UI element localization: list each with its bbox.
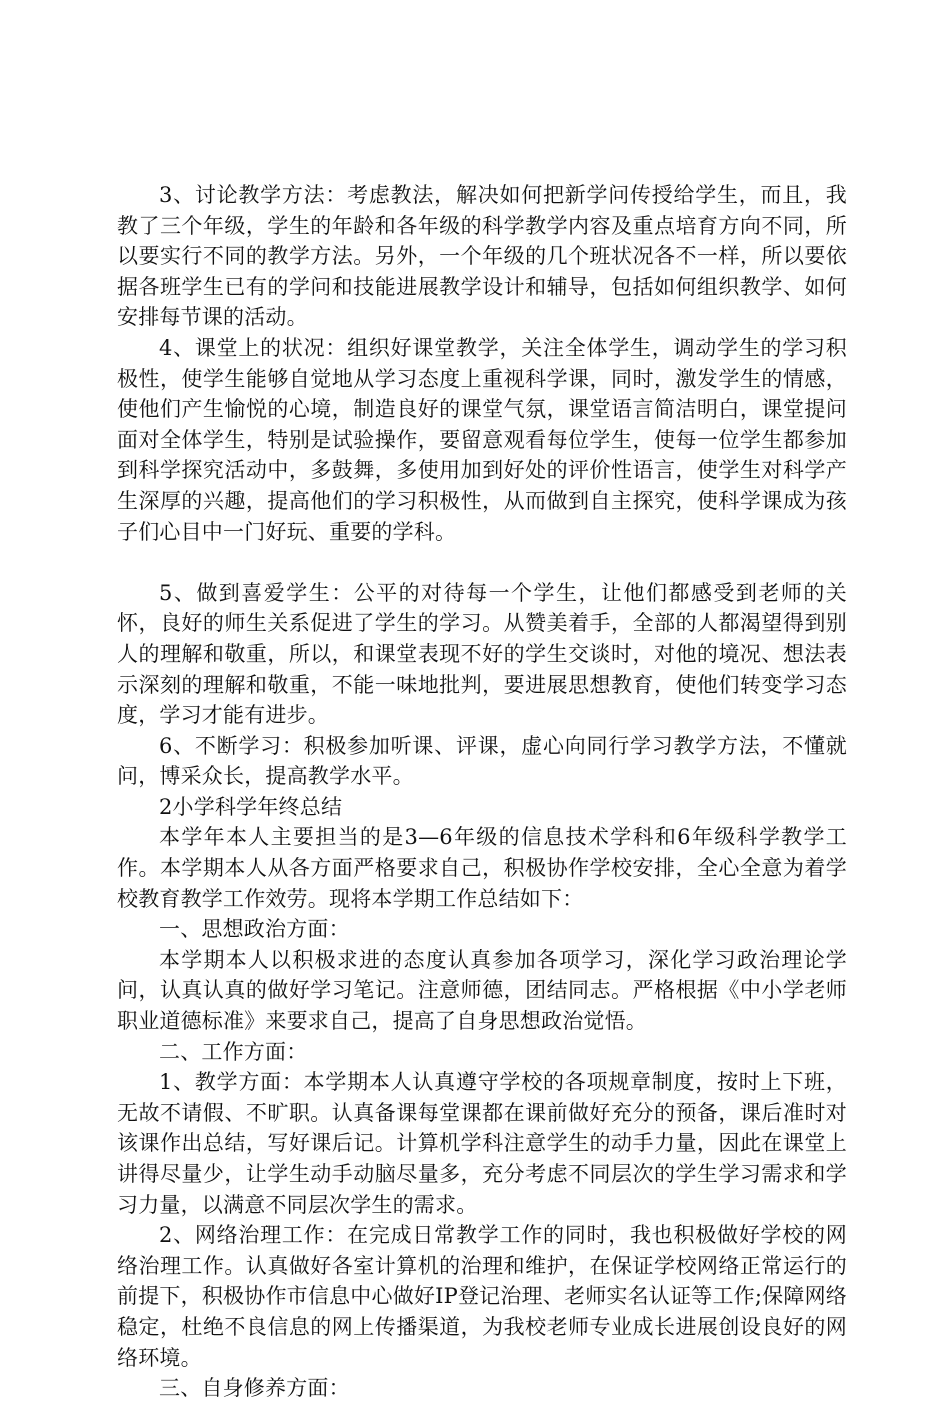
document-body bbox=[117, 180, 847, 1404]
blank-line bbox=[117, 547, 847, 578]
paragraph-continuous-learning: 6、不断学习：积极参加听课、评课，虚心向同行学习教学方法，不懂就问，博采众长，提高教学水平。 bbox=[117, 733, 847, 789]
paragraph-love-students: 5、做到喜爱学生：公平的对待每一个学生，让他们都感受到老师的关怀，良好的师生关系促进了学生的学习。从赞美着手，全部的人都渴望得到别人的理解和敬重，所以，和课堂表现不好的学生交谈时，对他的境况、想法表示深刻的理解和敬重，不能一味地批判，要进展思想教育，使他们转变学习态度，学习才能有进步。 bbox=[117, 580, 847, 728]
heading-political-thought: 一、思想政治方面： bbox=[159, 917, 350, 942]
paragraph-teaching-methods: 3、讨论教学方法：考虑教法，解决如何把新学问传授给学生，而且，我教了三个年级，学生的年龄和各年级的科学教学内容及重点培育方向不同，所以要实行不同的教学方法。另外，一个年级的几个班状况各不一样，所以要依据各班学生已有的学问和技能进展教学设计和辅导，包括如何组织教学、如何安排每节课的活动。 bbox=[117, 183, 847, 330]
heading-self-cultivation: 三、自身修养方面： bbox=[159, 1376, 350, 1401]
paragraph-intro: 本学年本人主要担当的是3—6年级的信息技术学科和6年级科学教学工作。本学期本人从各方面严格要求自己，积极协作学校安排，全心全意为着学校教育教学工作效劳。现将本学期工作总结如下： bbox=[117, 825, 847, 911]
paragraph-network-management: 2、网络治理工作：在完成日常教学工作的同时，我也积极做好学校的网络治理工作。认真做好各室计算机的治理和维护，在保证学校网络正常运行的前提下，积极协作市信息中心做好IP登记治理、老师实名认证等工作;保障网络稳定，杜绝不良信息的网上传播渠道，为我校老师专业成长进展创设良好的网络环境。 bbox=[117, 1223, 847, 1370]
paragraph-classroom-situation: 4、课堂上的状况：组织好课堂教学，关注全体学生，调动学生的学习积极性，使学生能够自觉地从学习态度上重视科学课，同时，激发学生的情感，使他们产生愉悦的心境，制造良好的课堂气氛，课堂语言简洁明白，课堂提问面对全体学生，特别是试验操作，要留意观看每位学生，使每一位学生都参加到科学探究活动中，多鼓舞，多使用加到好处的评价性语言，使学生对科学产生深厚的兴趣，提高他们的学习积极性，从而做到自主探究，使科学课成为孩子们心目中一门好玩、重要的学科。 bbox=[117, 335, 847, 544]
paragraph-political-thought: 本学期本人以积极求进的态度认真参加各项学习，深化学习政治理论学问，认真认真的做好学习笔记。注意师德，团结同志。严格根据《中小学老师职业道德标准》来要求自己，提高了自身思想政治觉悟。 bbox=[117, 947, 847, 1034]
paragraph-teaching: 1、教学方面：本学期本人认真遵守学校的各项规章制度，按时上下班，无故不请假、不旷职。认真备课每堂课都在课前做好充分的预备，课后准时对该课作出总结，写好课后记。计算机学科注意学生的动手力量，因此在课堂上讲得尽量少，让学生动手动脑尽量多，充分考虑不同层次的学生学习需求和学习力量，以满意不同层次学生的需求。 bbox=[117, 1070, 847, 1217]
section-heading-year-end-summary: 2小学科学年终总结 bbox=[159, 794, 343, 819]
heading-work: 二、工作方面： bbox=[159, 1039, 308, 1064]
